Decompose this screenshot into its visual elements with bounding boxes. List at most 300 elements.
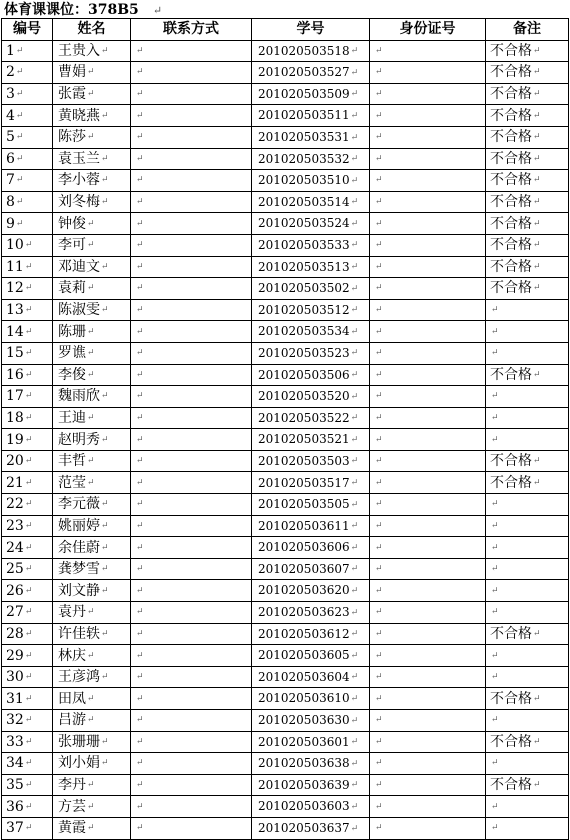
cell-note-text: 不合格 — [490, 129, 532, 146]
cell-name-text: 王贵入 — [58, 42, 100, 59]
cell-mark-icon: ↵ — [136, 628, 144, 639]
cell-student-id — [252, 364, 370, 386]
cell-mark-icon: ↵ — [533, 218, 541, 229]
cell-id-card — [370, 278, 486, 300]
cell-name-text: 王迪 — [58, 409, 86, 426]
cell-no — [2, 602, 53, 624]
cell-contact — [131, 688, 252, 710]
cell-id-card — [370, 537, 486, 559]
cell-contact — [131, 753, 252, 775]
cell-no-text: 4 — [6, 107, 15, 124]
cell-name — [53, 342, 131, 364]
cell-note — [486, 817, 569, 839]
cell-name-text: 丰哲 — [58, 453, 86, 470]
cell-mark-icon: ↵ — [533, 736, 541, 747]
cell-contact — [131, 62, 252, 84]
cell-no — [2, 407, 53, 429]
cell-student-id — [252, 537, 370, 559]
cell-id-card — [370, 191, 486, 213]
cell-name-text: 黄晓燕 — [58, 107, 100, 124]
cell-mark-icon: ↵ — [350, 391, 359, 402]
cell-name — [53, 83, 131, 105]
header-name: 姓名 — [53, 19, 131, 41]
cell-name-text: 钟俊 — [58, 215, 86, 232]
cell-student-id — [252, 472, 370, 494]
cell-id-card — [370, 342, 486, 364]
cell-mark-icon: ↵ — [375, 67, 383, 78]
cell-mark-icon: ↵ — [491, 326, 499, 337]
cell-id-card — [370, 817, 486, 839]
cell-note — [486, 83, 569, 105]
cell-note-text: 不合格 — [490, 453, 532, 470]
cell-no — [2, 364, 53, 386]
cell-note-text: 不合格 — [490, 172, 532, 189]
cell-no-text: 18 — [6, 409, 24, 426]
cell-mark-icon: ↵ — [375, 801, 383, 812]
cell-student-id — [252, 580, 370, 602]
cell-mark-icon: ↵ — [375, 542, 383, 553]
cell-no — [2, 817, 53, 839]
cell-no-text: 7 — [6, 172, 15, 189]
cell-mark-icon: ↵ — [375, 607, 383, 618]
cell-mark-icon: ↵ — [24, 628, 33, 639]
cell-mark-icon: ↵ — [136, 110, 144, 121]
cell-contact — [131, 256, 252, 278]
cell-mark-icon: ↵ — [375, 153, 383, 164]
cell-mark-icon: ↵ — [491, 434, 499, 445]
cell-contact — [131, 537, 252, 559]
cell-name — [53, 645, 131, 667]
cell-mark-icon: ↵ — [136, 542, 144, 553]
cell-no-text: 20 — [6, 453, 24, 470]
cell-mark-icon: ↵ — [24, 672, 33, 683]
cell-mark-icon: ↵ — [87, 823, 95, 834]
cell-no — [2, 429, 53, 451]
cell-contact — [131, 494, 252, 516]
cell-note-text: 不合格 — [490, 150, 532, 167]
cell-mark-icon: ↵ — [491, 542, 499, 553]
cell-no-text: 1 — [6, 42, 15, 59]
cell-no-text: 33 — [6, 733, 24, 750]
cell-contact — [131, 191, 252, 213]
cell-mark-icon: ↵ — [491, 499, 499, 510]
cell-mark-icon: ↵ — [533, 175, 541, 186]
cell-mark-icon: ↵ — [24, 261, 33, 272]
cell-note-text: 不合格 — [490, 474, 532, 491]
cell-mark-icon: ↵ — [350, 737, 359, 748]
cell-id-card — [370, 234, 486, 256]
cell-no — [2, 688, 53, 710]
cell-mark-icon: ↵ — [24, 283, 33, 294]
cell-mark-icon: ↵ — [87, 67, 95, 78]
cell-mark-icon: ↵ — [350, 67, 359, 78]
cell-id-card — [370, 753, 486, 775]
cell-mark-icon: ↵ — [87, 477, 95, 488]
cell-student-id — [252, 386, 370, 408]
cell-mark-icon: ↵ — [136, 780, 144, 791]
cell-mark-icon: ↵ — [101, 628, 109, 639]
cell-mark-icon: ↵ — [136, 412, 144, 423]
header-contact: 联系方式 — [131, 19, 252, 41]
cell-student-id-text: 201020503527 — [258, 65, 350, 80]
cell-no-text: 27 — [6, 604, 24, 621]
cell-no — [2, 515, 53, 537]
cell-mark-icon: ↵ — [87, 715, 95, 726]
cell-no-text: 15 — [6, 345, 24, 362]
cell-no — [2, 256, 53, 278]
cell-name — [53, 817, 131, 839]
cell-mark-icon: ↵ — [136, 261, 144, 272]
cell-name-text: 李小蓉 — [58, 172, 100, 189]
cell-mark-icon: ↵ — [350, 758, 359, 769]
cell-contact — [131, 602, 252, 624]
cell-mark-icon: ↵ — [350, 650, 359, 661]
cell-mark-icon: ↵ — [375, 650, 383, 661]
cell-mark-icon: ↵ — [491, 801, 499, 812]
cell-student-id — [252, 515, 370, 537]
cell-note — [486, 731, 569, 753]
cell-id-card — [370, 666, 486, 688]
cell-mark-icon: ↵ — [136, 564, 144, 575]
cell-mark-icon: ↵ — [533, 110, 541, 121]
cell-no — [2, 710, 53, 732]
cell-mark-icon: ↵ — [101, 110, 109, 121]
cell-contact — [131, 364, 252, 386]
table-row — [2, 623, 569, 645]
cell-mark-icon: ↵ — [101, 585, 109, 596]
cell-mark-icon: ↵ — [533, 240, 541, 251]
cell-name — [53, 710, 131, 732]
cell-no — [2, 731, 53, 753]
cell-mark-icon: ↵ — [15, 45, 24, 56]
cell-contact — [131, 170, 252, 192]
header-student-id: 学号 — [252, 19, 370, 41]
cell-mark-icon: ↵ — [350, 262, 359, 273]
cell-mark-icon: ↵ — [533, 45, 541, 56]
cell-student-id — [252, 83, 370, 105]
cell-note — [486, 105, 569, 127]
cell-no-text: 2 — [6, 64, 15, 81]
cell-name-text: 李可 — [58, 237, 86, 254]
cell-mark-icon: ↵ — [375, 585, 383, 596]
cell-mark-icon: ↵ — [24, 607, 33, 618]
cell-name — [53, 40, 131, 62]
cell-id-card — [370, 494, 486, 516]
cell-mark-icon: ↵ — [375, 736, 383, 747]
cell-student-id-text: 201020503512 — [258, 302, 350, 317]
cell-mark-icon: ↵ — [136, 456, 144, 467]
cell-name — [53, 796, 131, 818]
table-row — [2, 321, 569, 343]
cell-no-text: 5 — [6, 129, 15, 146]
table-row — [2, 83, 569, 105]
cell-name — [53, 256, 131, 278]
cell-id-card — [370, 321, 486, 343]
table-row — [2, 537, 569, 559]
cell-name — [53, 429, 131, 451]
cell-mark-icon: ↵ — [136, 283, 144, 294]
cell-mark-icon: ↵ — [24, 585, 33, 596]
cell-mark-icon: ↵ — [350, 283, 359, 294]
cell-name-text: 张霞 — [58, 86, 86, 103]
cell-name-text: 陈莎 — [58, 129, 86, 146]
table-row — [2, 148, 569, 170]
cell-mark-icon: ↵ — [533, 283, 541, 294]
cell-no-text: 36 — [6, 798, 24, 815]
cell-note — [486, 191, 569, 213]
cell-name-text: 张珊珊 — [58, 733, 100, 750]
cell-mark-icon: ↵ — [375, 758, 383, 769]
cell-student-id-text: 201020503531 — [258, 130, 350, 145]
cell-student-id-text: 201020503524 — [258, 216, 350, 231]
cell-mark-icon: ↵ — [87, 780, 95, 791]
cell-name-text: 刘冬梅 — [58, 194, 100, 211]
cell-contact — [131, 148, 252, 170]
cell-note — [486, 666, 569, 688]
cell-note — [486, 126, 569, 148]
cell-mark-icon: ↵ — [136, 348, 144, 359]
cell-mark-icon: ↵ — [350, 175, 359, 186]
cell-student-id-text: 201020503503 — [258, 453, 350, 468]
cell-mark-icon: ↵ — [87, 283, 95, 294]
cell-student-id-text: 201020503514 — [258, 194, 350, 209]
cell-contact — [131, 731, 252, 753]
cell-no — [2, 753, 53, 775]
cell-no-text: 29 — [6, 647, 24, 664]
table-row — [2, 278, 569, 300]
cell-mark-icon: ↵ — [375, 499, 383, 510]
cell-mark-icon: ↵ — [101, 499, 109, 510]
cell-no — [2, 170, 53, 192]
cell-contact — [131, 796, 252, 818]
cell-contact — [131, 278, 252, 300]
cell-no-text: 10 — [6, 237, 24, 254]
cell-student-id — [252, 321, 370, 343]
cell-id-card — [370, 623, 486, 645]
table-row — [2, 342, 569, 364]
cell-name — [53, 602, 131, 624]
cell-name — [53, 494, 131, 516]
cell-mark-icon: ↵ — [350, 456, 359, 467]
cell-name-text: 刘文静 — [58, 582, 100, 599]
table-row — [2, 666, 569, 688]
cell-name-text: 李元薇 — [58, 496, 100, 513]
cell-no-text: 35 — [6, 777, 24, 794]
cell-name-text: 袁莉 — [58, 280, 86, 297]
table-row — [2, 299, 569, 321]
cell-mark-icon: ↵ — [136, 391, 144, 402]
cell-student-id — [252, 213, 370, 235]
cell-mark-icon: ↵ — [24, 780, 33, 791]
cell-mark-icon: ↵ — [375, 348, 383, 359]
cell-name-text: 林庆 — [58, 647, 86, 664]
cell-note — [486, 321, 569, 343]
table-row — [2, 62, 569, 84]
cell-mark-icon: ↵ — [350, 154, 359, 165]
table-row — [2, 515, 569, 537]
table-row — [2, 234, 569, 256]
cell-mark-icon: ↵ — [136, 153, 144, 164]
cell-note-text: 不合格 — [490, 86, 532, 103]
cell-mark-icon: ↵ — [350, 478, 359, 489]
cell-name — [53, 62, 131, 84]
cell-note — [486, 256, 569, 278]
cell-mark-icon: ↵ — [15, 153, 24, 164]
cell-mark-icon: ↵ — [101, 391, 109, 402]
cell-note — [486, 62, 569, 84]
cell-note-text: 不合格 — [490, 690, 532, 707]
cell-mark-icon: ↵ — [491, 823, 499, 834]
cell-mark-icon: ↵ — [24, 736, 33, 747]
cell-mark-icon: ↵ — [101, 305, 109, 316]
cell-mark-icon: ↵ — [491, 585, 499, 596]
cell-note-text: 不合格 — [490, 258, 532, 275]
cell-student-id-text: 201020503611 — [258, 518, 350, 533]
cell-name — [53, 731, 131, 753]
cell-no-text: 28 — [6, 625, 24, 642]
cell-note — [486, 407, 569, 429]
cell-mark-icon: ↵ — [101, 434, 109, 445]
cell-name-text: 陈珊 — [58, 323, 86, 340]
cell-mark-icon: ↵ — [24, 477, 33, 488]
cell-student-id-text: 201020503638 — [258, 756, 350, 771]
cell-student-id-text: 201020503522 — [258, 410, 350, 425]
cell-id-card — [370, 83, 486, 105]
table-row — [2, 429, 569, 451]
cell-id-card — [370, 558, 486, 580]
cell-contact — [131, 774, 252, 796]
table-row — [2, 126, 569, 148]
cell-name-text: 陈淑雯 — [58, 302, 100, 319]
cell-mark-icon: ↵ — [101, 736, 109, 747]
cell-mark-icon: ↵ — [136, 434, 144, 445]
cell-student-id-text: 201020503606 — [258, 540, 350, 555]
cell-name-text: 范莹 — [58, 474, 86, 491]
cell-mark-icon: ↵ — [101, 197, 109, 208]
cell-mark-icon: ↵ — [136, 758, 144, 769]
cell-mark-icon: ↵ — [101, 542, 109, 553]
cell-mark-icon: ↵ — [350, 326, 359, 337]
cell-id-card — [370, 256, 486, 278]
cell-note-text: 不合格 — [490, 42, 532, 59]
cell-mark-icon: ↵ — [136, 175, 144, 186]
document-title — [4, 1, 162, 19]
cell-mark-icon: ↵ — [375, 672, 383, 683]
cell-mark-icon: ↵ — [136, 650, 144, 661]
cell-no — [2, 645, 53, 667]
cell-name-text: 吕游 — [58, 712, 86, 729]
cell-no-text: 31 — [6, 690, 24, 707]
cell-student-id — [252, 299, 370, 321]
cell-mark-icon: ↵ — [350, 89, 359, 100]
cell-mark-icon: ↵ — [491, 412, 499, 423]
cell-id-card — [370, 429, 486, 451]
cell-no — [2, 83, 53, 105]
cell-contact — [131, 321, 252, 343]
cell-student-id-text: 201020503532 — [258, 151, 350, 166]
cell-mark-icon: ↵ — [87, 218, 95, 229]
cell-note — [486, 234, 569, 256]
table-row — [2, 386, 569, 408]
cell-mark-icon: ↵ — [375, 197, 383, 208]
cell-note-text: 不合格 — [490, 107, 532, 124]
cell-no-text: 34 — [6, 755, 24, 772]
cell-mark-icon: ↵ — [533, 261, 541, 272]
cell-mark-icon: ↵ — [350, 240, 359, 251]
table-row — [2, 645, 569, 667]
cell-no — [2, 774, 53, 796]
cell-mark-icon: ↵ — [24, 348, 33, 359]
cell-mark-icon: ↵ — [136, 89, 144, 100]
cell-mark-icon: ↵ — [375, 175, 383, 186]
cell-student-id-text: 201020503518 — [258, 43, 350, 58]
cell-name-text: 李丹 — [58, 777, 86, 794]
cell-id-card — [370, 602, 486, 624]
cell-note — [486, 364, 569, 386]
table-row — [2, 213, 569, 235]
cell-name — [53, 515, 131, 537]
cell-mark-icon: ↵ — [101, 758, 109, 769]
cell-note — [486, 774, 569, 796]
cell-mark-icon: ↵ — [491, 348, 499, 359]
cell-contact — [131, 666, 252, 688]
cell-no — [2, 472, 53, 494]
cell-id-card — [370, 299, 486, 321]
cell-mark-icon: ↵ — [533, 89, 541, 100]
cell-mark-icon: ↵ — [15, 89, 24, 100]
table-row — [2, 40, 569, 62]
cell-contact — [131, 40, 252, 62]
cell-mark-icon: ↵ — [533, 693, 541, 704]
cell-mark-icon: ↵ — [375, 823, 383, 834]
cell-mark-icon: ↵ — [350, 499, 359, 510]
cell-mark-icon: ↵ — [136, 132, 144, 143]
cell-student-id — [252, 191, 370, 213]
cell-mark-icon: ↵ — [101, 564, 109, 575]
cell-mark-icon: ↵ — [491, 672, 499, 683]
cell-mark-icon: ↵ — [24, 823, 33, 834]
cell-note — [486, 796, 569, 818]
cell-student-id — [252, 753, 370, 775]
cell-name — [53, 472, 131, 494]
cell-no-text: 19 — [6, 431, 24, 448]
cell-name — [53, 623, 131, 645]
cell-mark-icon: ↵ — [375, 715, 383, 726]
cell-mark-icon: ↵ — [101, 261, 109, 272]
cell-mark-icon: ↵ — [24, 456, 33, 467]
cell-mark-icon: ↵ — [350, 110, 359, 121]
cell-mark-icon: ↵ — [24, 369, 33, 380]
cell-mark-icon: ↵ — [136, 801, 144, 812]
cell-student-id — [252, 234, 370, 256]
cell-mark-icon: ↵ — [350, 46, 359, 57]
cell-mark-icon: ↵ — [350, 197, 359, 208]
cell-student-id — [252, 666, 370, 688]
cell-contact — [131, 386, 252, 408]
cell-mark-icon: ↵ — [15, 218, 24, 229]
cell-mark-icon: ↵ — [136, 326, 144, 337]
cell-mark-icon: ↵ — [375, 305, 383, 316]
cell-student-id-text: 201020503612 — [258, 626, 350, 641]
cell-student-id-text: 201020503506 — [258, 367, 350, 382]
cell-id-card — [370, 170, 486, 192]
cell-no-text: 8 — [6, 194, 15, 211]
cell-no-text: 21 — [6, 474, 24, 491]
cell-mark-icon: ↵ — [350, 629, 359, 640]
cell-no — [2, 796, 53, 818]
table-row — [2, 688, 569, 710]
cell-note — [486, 472, 569, 494]
